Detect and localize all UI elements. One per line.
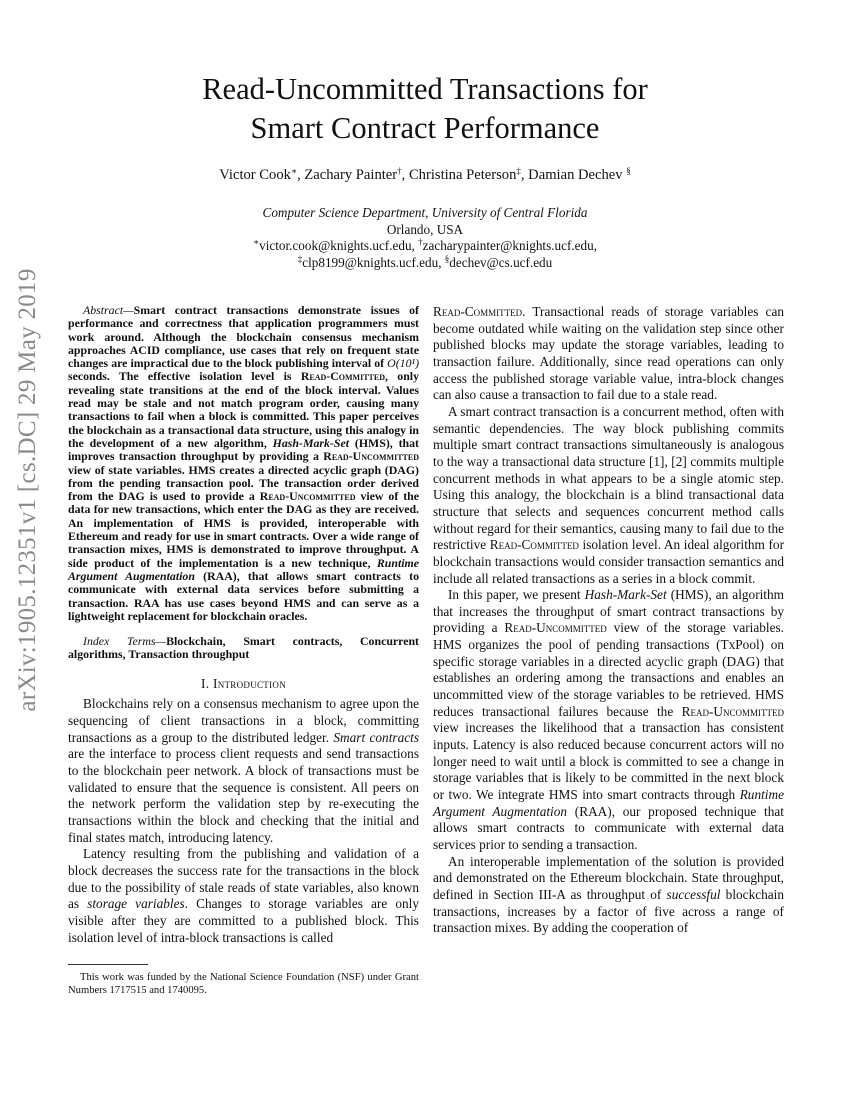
author-name: Damian Dechev xyxy=(528,167,623,183)
email-mark: ‡ xyxy=(297,253,303,264)
affiliation-block xyxy=(0,205,850,271)
right-column xyxy=(433,304,784,937)
email-mark: § xyxy=(444,253,450,264)
paper-title-line-1: Read-Uncommitted Transactions for xyxy=(202,72,648,106)
department: Computer Science Department xyxy=(262,205,426,220)
author-name: Victor Cook xyxy=(219,167,291,183)
email-address: victor.cook@knights.ucf.edu, xyxy=(259,238,415,254)
university: University of Central Florida xyxy=(431,205,588,220)
author-mark: ∗ xyxy=(290,166,298,176)
paper-title-line-2: Smart Contract Performance xyxy=(250,111,600,145)
paper-title xyxy=(0,70,850,148)
abstract: Abstract—Smart contract transactions demonstrate issues of performance and correctness that application programmers must work around. Although the blockchain consensus mechanism approaches ACID compliance, use cases that rely on frequent state changes are impractical due to the block publishing interval of O(10¹) seconds. The effective isolation level is Read-Committed, only revealing state transitions at the end of the block interval. Values read may be stale and not match program order, causing many transactions to fail when a block is committed. This paper perceives the blockchain as a transactional data structure, using this analogy in the development of a new algorithm, Hash-Mark-Set (HMS), that improves transaction throughput by providing a Read-Uncommitted view of state variables. HMS creates a directed acyclic graph (DAG) from the pending transaction pool. The transaction order derived from the DAG is used to provide a Read-Uncommitted view of the data for new transactions, which enter the DAG as they are received. An implementation of HMS is provided, interoperable with Ethereum and ready for use in smart contracts. Over a wide range of transaction mixes, HMS is demonstrated to improve throughput. A side product of the implementation is a new technique, Runtime Argument Augmentation (RAA), that allows smart contracts to communicate with external data services before submitting a transaction. RAA has use cases beyond HMS and can serve as a lightweight replacement for blockchain oracles. xyxy=(68,303,420,623)
section-heading: I. Introduction xyxy=(200,675,286,691)
author-mark: ‡ xyxy=(516,166,521,176)
paragraph: A smart contract transaction is a concurrent method, often with semantic dependencies. The way block publishing commits multiple smart contract transactions simultaneously is analogous to the way a transactional data structure [1], [2] commits multiple concurrent methods in what appears to be a single atomic step. Using this analogy, the blockchain is a blind transactional data structure that selects and sequences concurrent method calls without regard for their semantics, causing many to fail due to the restrictive Read-Committed isolation level. An ideal algorithm for blockchain transactions would consider transaction semantics and include all related transactions as a series in a block commit. xyxy=(433,403,784,586)
paragraph: Blockchains rely on a consensus mechanism to agree upon the sequencing of client transactions in a block, committing transactions as a group to the distributed ledger. Smart contracts are the interface to process client requests and send transactions to the blockchain peer network. A block of transactions must be validated to ensure that the sequence is consistent. All peers on the network perform the validation step by re-executing the transactions within the block and checking that the initial and final states match, introducing latency. xyxy=(68,696,419,845)
funding-footnote: This work was funded by the National Science Foundation (NSF) under Grant Numbers 1717515 and 1740095. xyxy=(68,972,419,996)
arxiv-stamp-text: arXiv:1905.12351v1 [cs.DC] 29 May 2019 xyxy=(14,268,41,712)
author-list: Victor Cook∗, Zachary Painter†, Christina Peterson‡, Damian Dechev § xyxy=(219,166,631,183)
email-line-2 xyxy=(0,255,850,272)
arxiv-stamp xyxy=(8,268,48,712)
email-line-1 xyxy=(0,238,850,255)
email-mark: ∗ xyxy=(253,237,260,248)
abstract-label: Abstract xyxy=(83,303,124,317)
index-terms-label: Index Terms xyxy=(83,634,156,649)
email-address: clp8199@knights.ucf.edu, xyxy=(302,254,442,270)
left-column xyxy=(68,304,419,946)
affiliation-location: Orlando, USA xyxy=(386,221,464,237)
email-address: dechev@cs.ucf.edu xyxy=(449,254,553,270)
email-address: zacharypainter@knights.ucf.edu, xyxy=(422,238,597,254)
email-mark: † xyxy=(418,237,423,248)
author-mark: † xyxy=(397,166,402,176)
author-name: Zachary Painter xyxy=(304,167,398,183)
index-terms: Index Terms—Blockchain, Smart contracts, Concurrent algorithms, Transaction throughput xyxy=(68,634,419,662)
author-name: Christina Peterson xyxy=(408,167,517,183)
paragraph-continued: Read-Committed. Transactional reads of storage variables can become outdated while waiting on the validation step since other published blocks may update the storage variables, leading to transaction failure. Additionally, since read operations can only access the published storage variable value, intra-block changes can also cause a transaction to fail due to a stale read. xyxy=(433,304,784,403)
paragraph: In this paper, we present Hash-Mark-Set (HMS), an algorithm that increases the throughput of smart contract transactions by providing a Read-Uncommitted view of the storage variables. HMS organizes the pool of pending transactions (TxPool) on specific storage variables in a directed acyclic graph (DAG) that establishes an ordering among the transactions and enables an uncommitted view of the storage variables to be retrieved. HMS reduces transactional failures because the Read-Uncommitted view increases the likelihood that a transaction has consistent inputs. Latency is also reduced because concurrent actors will no longer need to wait until a block is committed to see a change in storage variables that is likely to be committed in the next block or two. We integrate HMS into smart contracts through Runtime Argument Augmentation (RAA), our proposed technique that allows smart contracts to communicate with external data services prior to sending a transaction. xyxy=(433,587,784,852)
paragraph: An interoperable implementation of the solution is provided and demonstrated on the Ethereum blockchain. State throughput, defined in Section III-A as throughput of successful blockchain transactions, increases by a factor of five across a range of transaction mixes. By adding the cooperation of xyxy=(433,853,785,936)
abstract-math: O(10¹) xyxy=(387,356,420,371)
affiliation-department-line: Computer Science Department, University of Central Florida xyxy=(262,205,588,220)
author-mark: § xyxy=(626,166,631,176)
paragraph: Latency resulting from the publishing and validation of a block decreases the success rate for the transactions in the block due to the possibility of stale reads of state variables, also known as storage variables. Changes to storage variables are only visible after they are committed to a published block. This isolation level of intra-block transactions is called xyxy=(68,846,420,945)
footnote-divider xyxy=(68,964,148,965)
